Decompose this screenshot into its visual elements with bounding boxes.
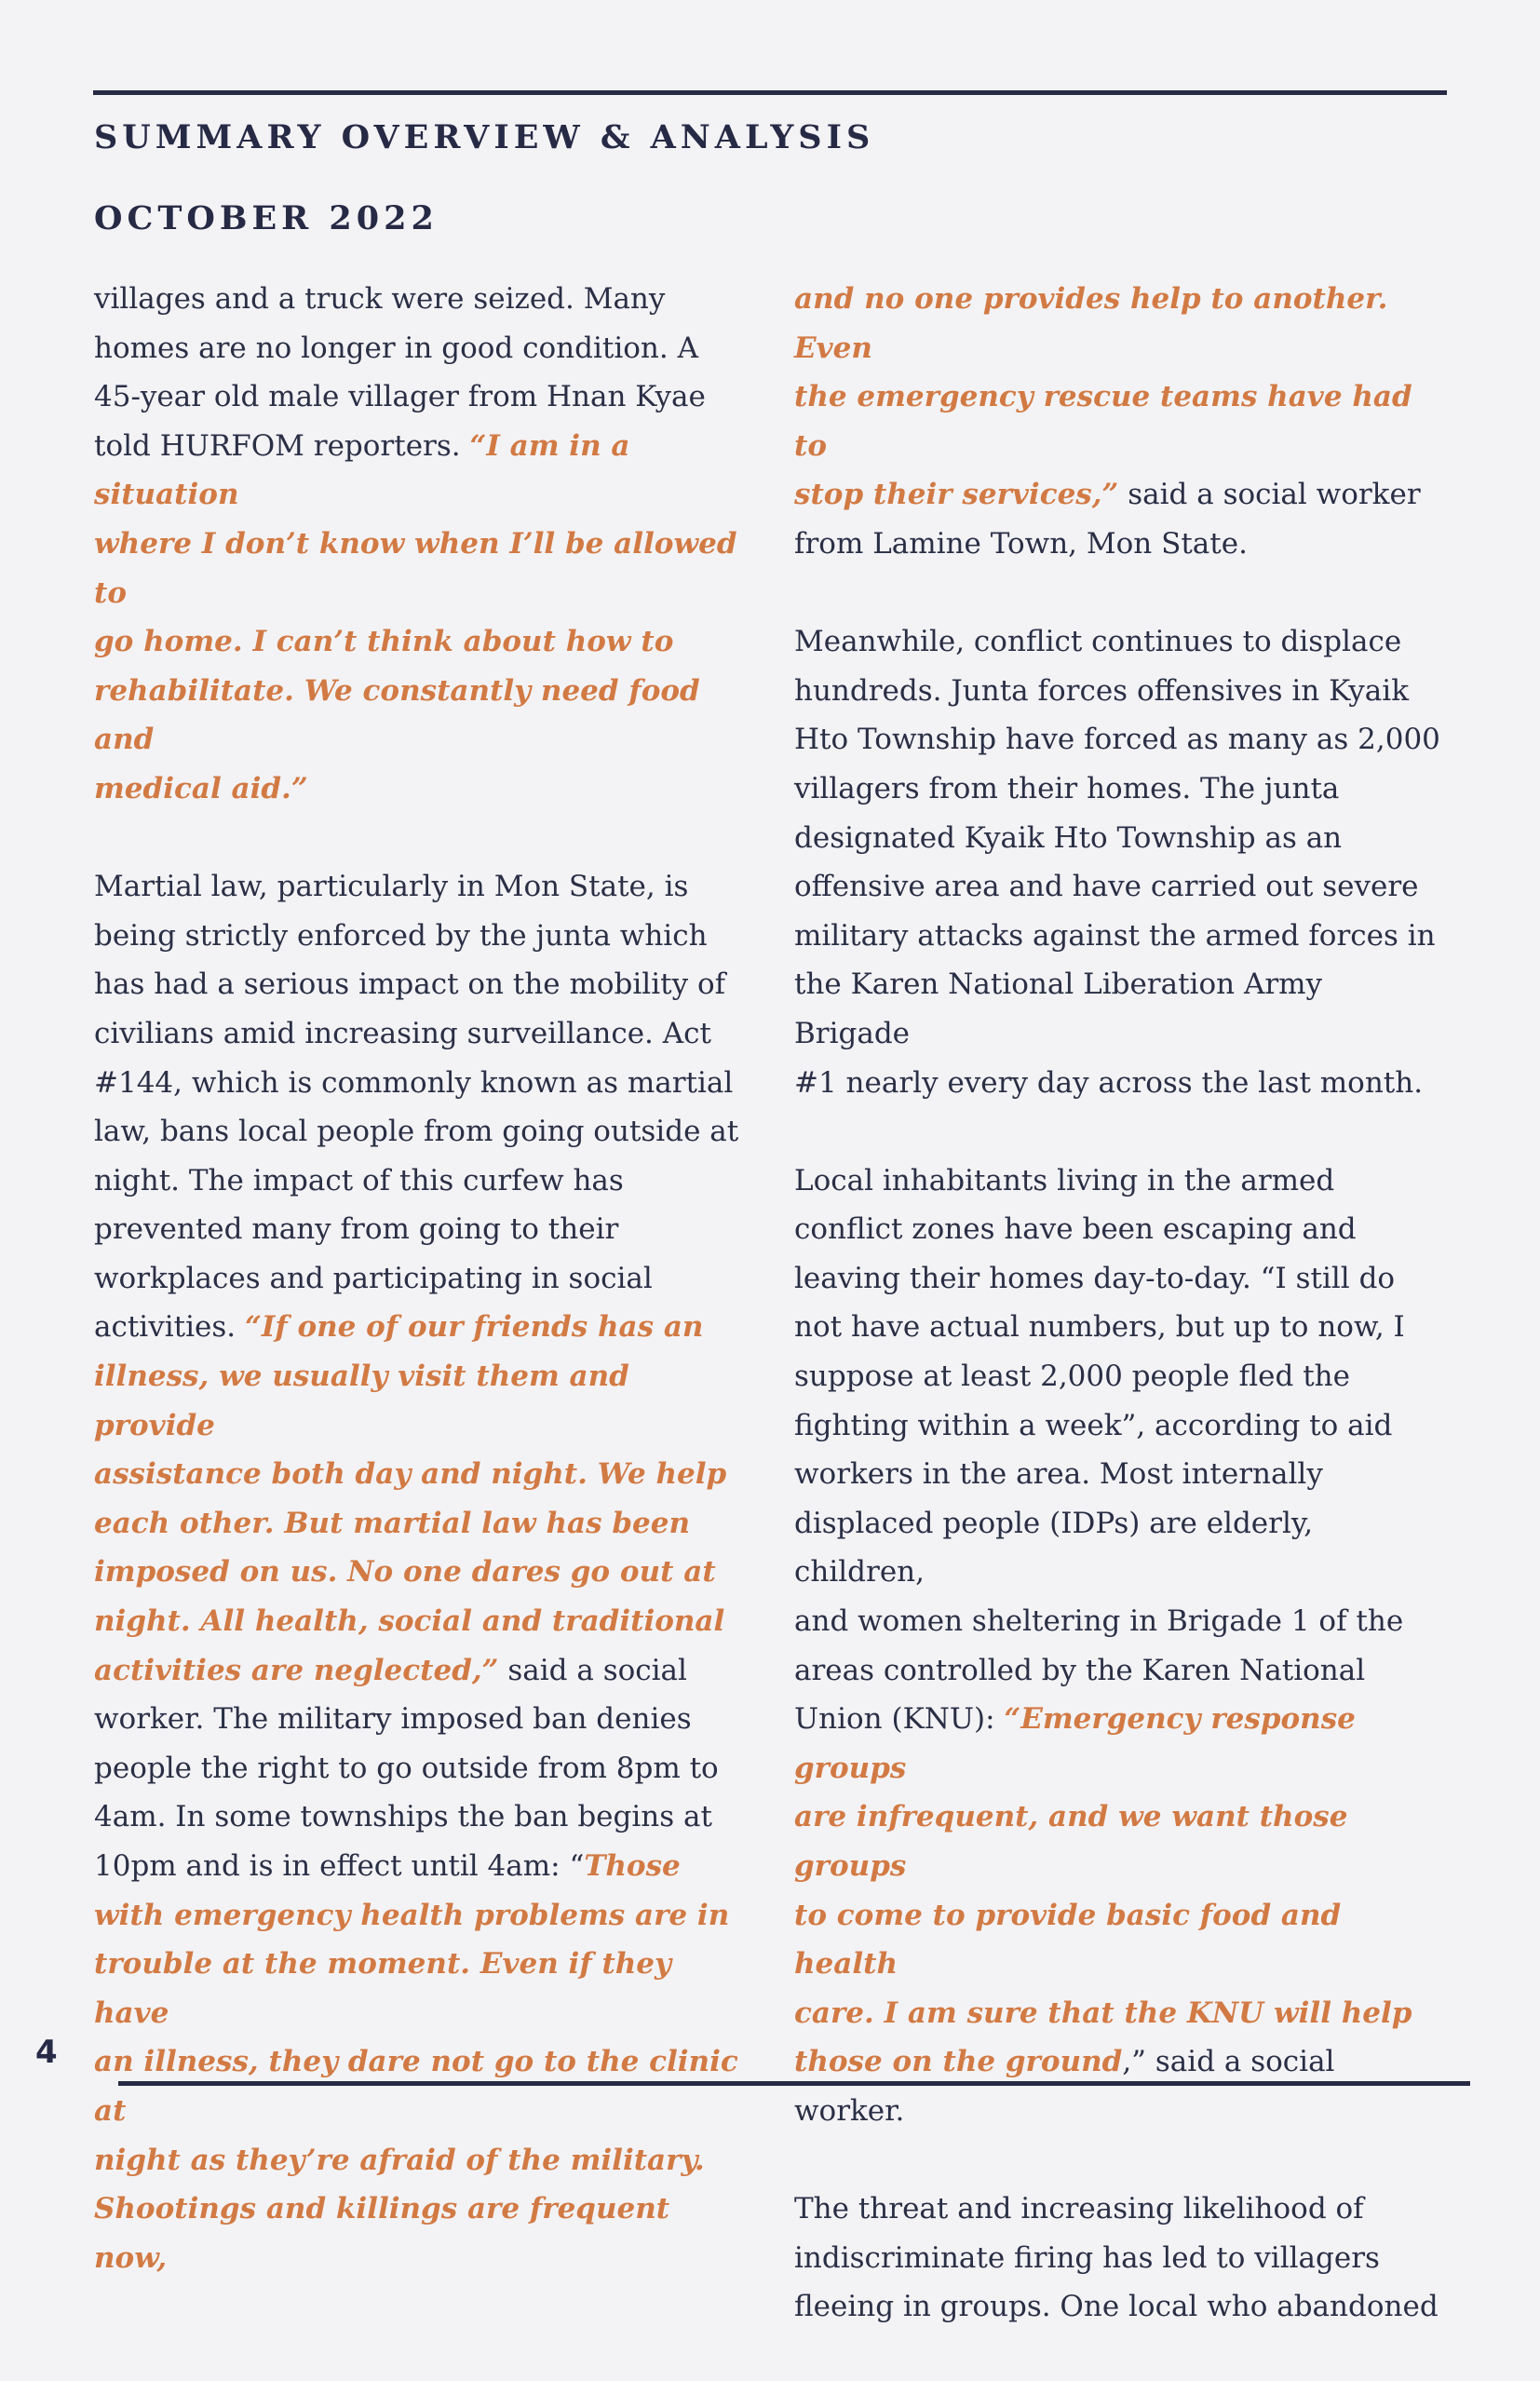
left-column: [94, 275, 746, 2332]
issue-date: OCTOBER 2022: [94, 199, 439, 237]
body-text: villages and a truck were seized. Many homes are no longer in good condition. A 45-year old male villager from Hnan Kyae told HURFOM reporters.: [94, 282, 706, 463]
top-rule: [93, 90, 1447, 95]
bottom-rule: [118, 2081, 1470, 2086]
right-column: [794, 275, 1446, 2381]
page-title: SUMMARY OVERVIEW & ANALYSIS: [94, 118, 875, 156]
body-text: said a social worker. The military imposed ban denies people the right to go outside from 8pm to 4am. In some townships the ban begins at 10pm and is in effect until 4am: “: [94, 1653, 719, 1883]
body-text: Martial law, particularly in Mon State, is being strictly enforced by the junta which has had a serious impact on the mobility of civilians amid increasing surveillance. Act #144, which is commonly known as martial law, bans local people from going outside at night. The impact of this curfew has prevented many from going to their workplaces and participating in social activities.: [94, 870, 739, 1345]
paragraph: The threat and increasing likelihood of indiscriminate firing has led to villagers fleeing in groups. One local who abandoned: [794, 2192, 1439, 2324]
paragraph: [94, 275, 746, 814]
quote-text: “If one of our friends has an illness, we usually visit them and provide assistance both day and night. We help each other. But martial law has been imposed on us. No one dares go out at night. All health, social and traditional activities are neglected,”: [94, 1310, 727, 1687]
paragraph: Meanwhile, conflict continues to displace hundreds. Junta forces offensives in Kyaik Hto Township have forced as many as 2,000 villagers from their homes. The junta designated Kyaik Hto Township as an offensive area and have carried out severe military attacks against the armed forces in the Karen National Liberation Army Brigade #1 nearly every day across the last month.: [794, 625, 1440, 1100]
paragraph: [94, 862, 746, 2282]
page-number: 4: [35, 2034, 58, 2071]
quote-text: and no one provides help to another. Even the emergency rescue teams have had to stop their services,”: [794, 282, 1412, 512]
paragraph: [794, 1157, 1446, 2136]
body-text: said a social worker from Lamine Town, Mon State.: [794, 478, 1421, 561]
quote-text: “I am in a situation where I don’t know when I’ll be allowed to go home. I can’t think about how to rehabilitate. We constantly need food and medical aid.”: [94, 428, 737, 805]
quote-text: “Emergency response groups are infrequent, and we want those groups to come to provide basic food and health care. I am sure that the KNU will help those on the ground: [794, 1702, 1412, 2079]
body-text: Local inhabitants living in the armed conflict zones have been escaping and leaving their homes day-to-day. “I still do not have actual numbers, but up to now, I suppose at least 2,000 people fled the fighting within a week”, according to aid workers in the area. Most internally displaced people (IDPs) are elderly, children, and women sheltering in Brigade 1 of the areas controlled by the Karen National Union (KNU):: [794, 1163, 1405, 1737]
quote-text: Those with emergency health problems are in trouble at the moment. Even if they have an illness, they dare not go to the clinic at night as they’re afraid of the military. Shootings and killings are frequent now,: [94, 1849, 738, 2275]
body-text: ,” said a social worker.: [794, 2045, 1335, 2128]
paragraph: [794, 275, 1446, 569]
